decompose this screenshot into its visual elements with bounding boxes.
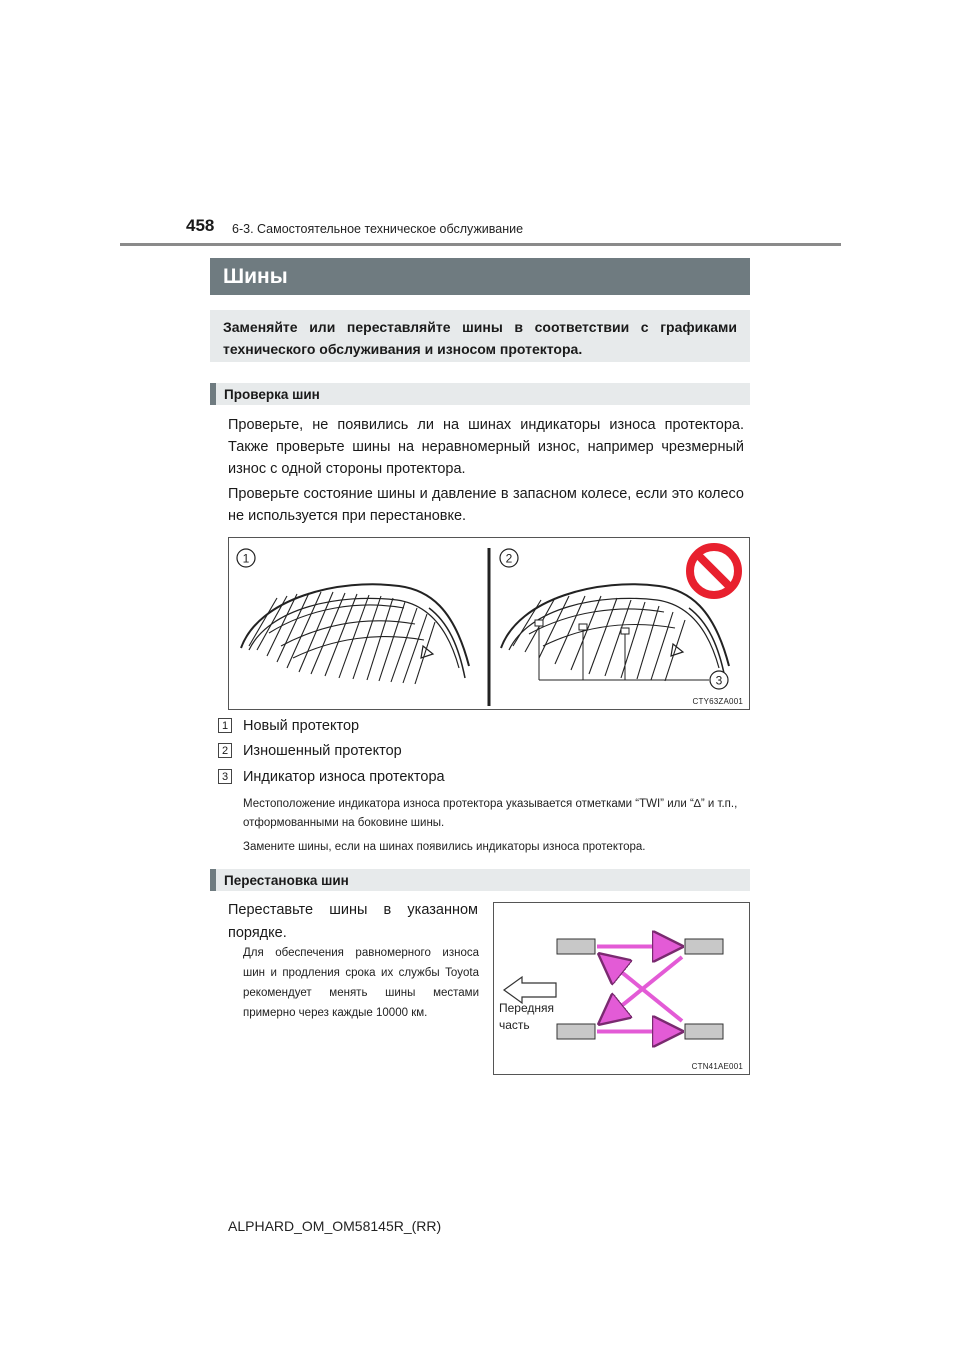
callout-1-label: 1 xyxy=(242,551,250,566)
legend-label: Новый протектор xyxy=(243,718,360,734)
footer-document-code: ALPHARD_OM_OM58145R_(RR) xyxy=(228,1218,442,1234)
prohibition-icon xyxy=(690,547,738,595)
legend-item-worn-tread xyxy=(218,741,738,761)
callout-2-label: 2 xyxy=(505,551,513,566)
legend-item-wear-indicator xyxy=(218,767,738,787)
callout-2 xyxy=(500,549,518,567)
tire-rotation-paragraph: Переставьте шины в указанном порядке. xyxy=(228,902,478,941)
section-reference: 6-3. Самостоятельное техническое обслуживание xyxy=(232,222,524,236)
tire-check-heading: Проверка шин xyxy=(210,383,750,405)
front-label-line-1: Передняя xyxy=(499,1001,555,1015)
tire-rear-right xyxy=(685,1024,723,1039)
front-label-line-2: часть xyxy=(499,1018,530,1032)
replace-tires-note: Замените шины, если на шинах появились индикаторы износа протектора. xyxy=(243,841,646,853)
tire-check-paragraph-1: Проверьте, не появились ли на шинах индикаторы износа протектора. Также проверьте шины на неравномерный износ, например чрезмерный износ с одной стороны протектора. xyxy=(228,417,744,477)
tread-illustration xyxy=(229,538,749,709)
legend-number: 1 xyxy=(218,718,232,733)
rotation-figure-code: CTN41AE001 xyxy=(691,1062,743,1071)
tread-wear-figure xyxy=(228,537,750,710)
intro-text: Заменяйте или переставляйте шины в соответствии с графиками технического обслуживания и износом протектора. xyxy=(223,319,737,357)
callout-3-label: 3 xyxy=(715,673,723,688)
tire-front-right xyxy=(557,1024,595,1039)
callout-3 xyxy=(710,671,728,689)
callout-1 xyxy=(237,549,255,567)
tire-front-left xyxy=(557,939,595,954)
tire-rotation-figure xyxy=(493,902,750,1075)
worn-tread-tire xyxy=(501,584,729,681)
legend-number: 2 xyxy=(218,743,232,758)
tire-rotation-heading: Перестановка шин xyxy=(210,869,750,891)
new-tread-tire xyxy=(241,584,469,684)
header-divider xyxy=(120,243,841,246)
tire-check-paragraph-2: Проверьте состояние шины и давление в запасном колесе, если это колесо не используется при перестановке. xyxy=(228,486,744,524)
page-number: 458 xyxy=(186,216,215,235)
page-title: Шины xyxy=(210,258,750,295)
intro-box xyxy=(210,310,750,362)
tire-rotation-note: Для обеспечения равномерного износа шин и продления срока их службы Toyota рекомендует менять шины местами примерно через каждые 10000 км. xyxy=(243,947,479,1019)
tread-figure-code: CTY63ZA001 xyxy=(692,697,743,706)
tire-rear-left xyxy=(685,939,723,954)
rotation-diagram xyxy=(494,903,749,1074)
wear-indicator-note: Местоположение индикатора износа протектора указывается отметками “TWI” или “∆” и т.п., отформованными на боковине шины. xyxy=(243,798,738,829)
legend-label: Изношенный протектор xyxy=(243,743,402,759)
front-direction-arrow-icon xyxy=(504,977,556,1003)
legend-number: 3 xyxy=(218,769,232,784)
legend-label: Индикатор износа протектора xyxy=(243,769,445,785)
legend-item-new-tread xyxy=(218,716,738,736)
